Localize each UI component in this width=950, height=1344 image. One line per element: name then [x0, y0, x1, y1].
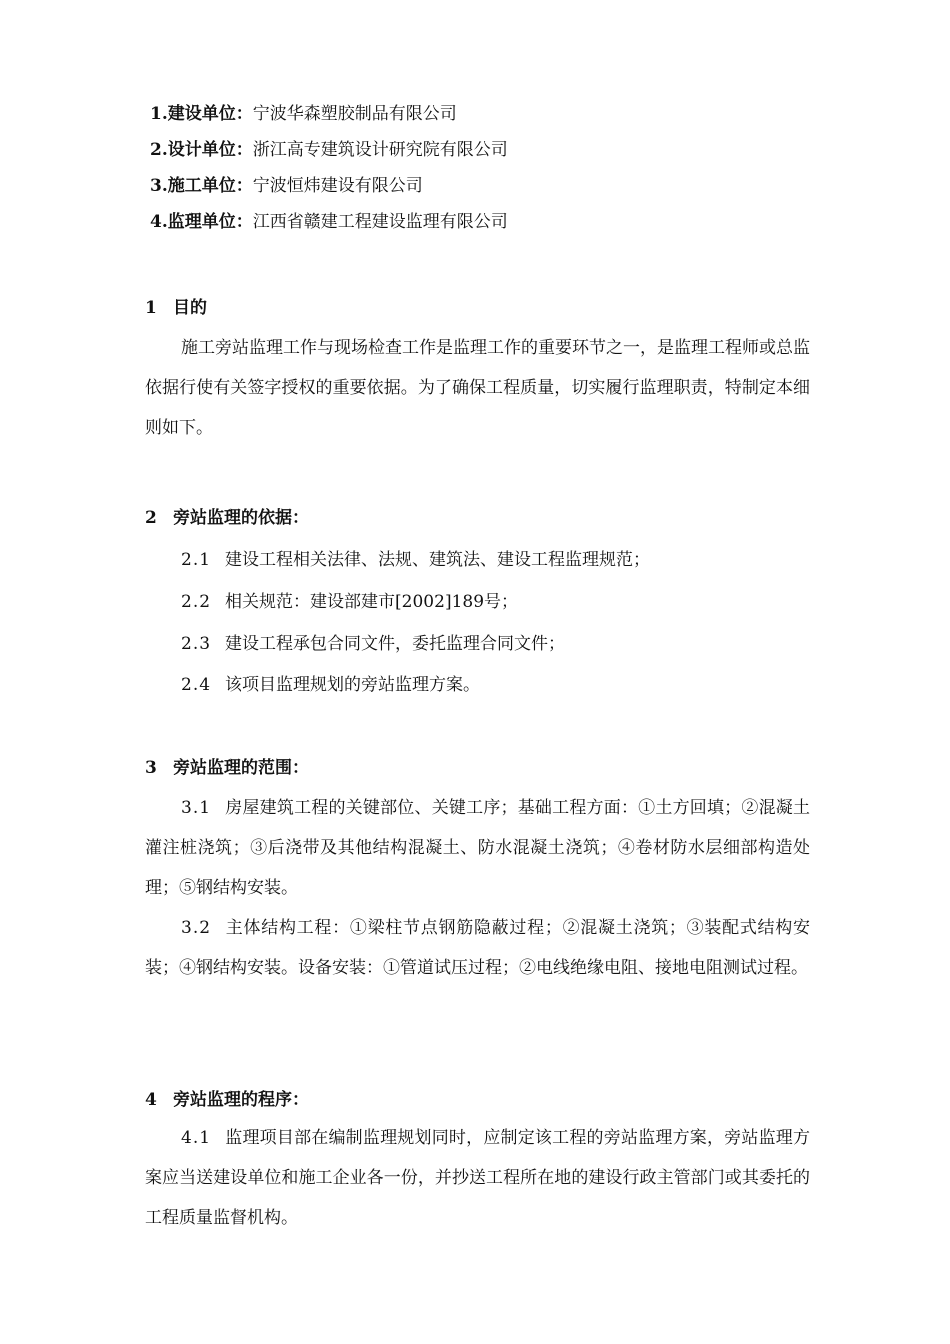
item-number: 3.2: [181, 918, 212, 938]
section-title: 目的: [173, 298, 207, 318]
item-number: 4.1: [181, 1128, 212, 1148]
item-number: 2.2: [181, 592, 212, 612]
item-number: 2.1: [181, 550, 212, 570]
item-number: 2.3: [181, 634, 212, 654]
section-title: 旁站监理的程序：: [173, 1090, 309, 1110]
item-text: 主体结构工程：①梁柱节点钢筋隐蔽过程；②混凝土浇筑；③装配式结构安装；④钢结构安装。设备安装：①管道试压过程；②电线绝缘电阻、接地电阻测试过程。: [145, 918, 810, 978]
item-text: 房屋建筑工程的关键部位、关键工序；基础工程方面：①土方回填；②混凝土灌注桩浇筑；③后浇带及其他结构混凝土、防水混凝土浇筑；④卷材防水层细部构造处理；⑤钢结构安装。: [145, 798, 810, 898]
list-item: [181, 629, 565, 654]
list-item: [181, 587, 518, 612]
list-item: [181, 670, 480, 695]
section-1-body: 施工旁站监理工作与现场检查工作是监理工作的重要环节之一，是监理工程师或总监依据行使有关签字授权的重要依据。为了确保工程质量，切实履行监理职责，特制定本细则如下。: [145, 338, 810, 438]
section-4-heading: [145, 1085, 309, 1110]
unit-label: 2.设计单位：: [150, 140, 253, 160]
unit-label: 4.监理单位：: [150, 212, 253, 232]
section-title: 旁站监理的范围：: [173, 758, 309, 778]
item-text: 建设工程相关法律、法规、建筑法、建设工程监理规范；: [225, 550, 651, 570]
list-item: [145, 1118, 810, 1238]
unit-row: [150, 132, 508, 168]
unit-value: 浙江高专建筑设计研究院有限公司: [252, 140, 508, 160]
unit-row: [150, 168, 508, 204]
section-2-heading: [145, 503, 309, 528]
list-item: [145, 788, 810, 908]
item-text: 建设工程承包合同文件，委托监理合同文件；: [225, 634, 566, 654]
project-units: [150, 96, 508, 240]
list-item: [181, 545, 650, 570]
unit-label: 3.施工单位：: [150, 176, 253, 196]
section-number: 2: [145, 508, 157, 528]
item-text: 监理项目部在编制监理规划同时，应制定该工程的旁站监理方案，旁站监理方案应当送建设单位和施工企业各一份，并抄送工程所在地的建设行政主管部门或其委托的工程质量监督机构。: [145, 1128, 810, 1228]
section-number: 4: [145, 1090, 157, 1110]
unit-value: 江西省赣建工程建设监理有限公司: [252, 212, 508, 232]
item-number: 2.4: [181, 675, 212, 695]
item-text: 该项目监理规划的旁站监理方案。: [225, 675, 481, 695]
section-title: 旁站监理的依据：: [173, 508, 309, 528]
unit-value: 宁波恒炜建设有限公司: [252, 176, 423, 196]
section-3-heading: [145, 753, 309, 778]
unit-value: 宁波华森塑胶制品有限公司: [252, 104, 457, 124]
section-1-heading: [145, 293, 207, 318]
unit-row: [150, 204, 508, 240]
section-number: 3: [145, 758, 157, 778]
unit-label: 1.建设单位：: [150, 104, 253, 124]
item-number: 3.1: [181, 798, 212, 818]
unit-row: [150, 96, 508, 132]
list-item: [145, 908, 810, 988]
section-number: 1: [145, 298, 157, 318]
item-text: 相关规范：建设部建市[2002]189号；: [225, 592, 519, 612]
